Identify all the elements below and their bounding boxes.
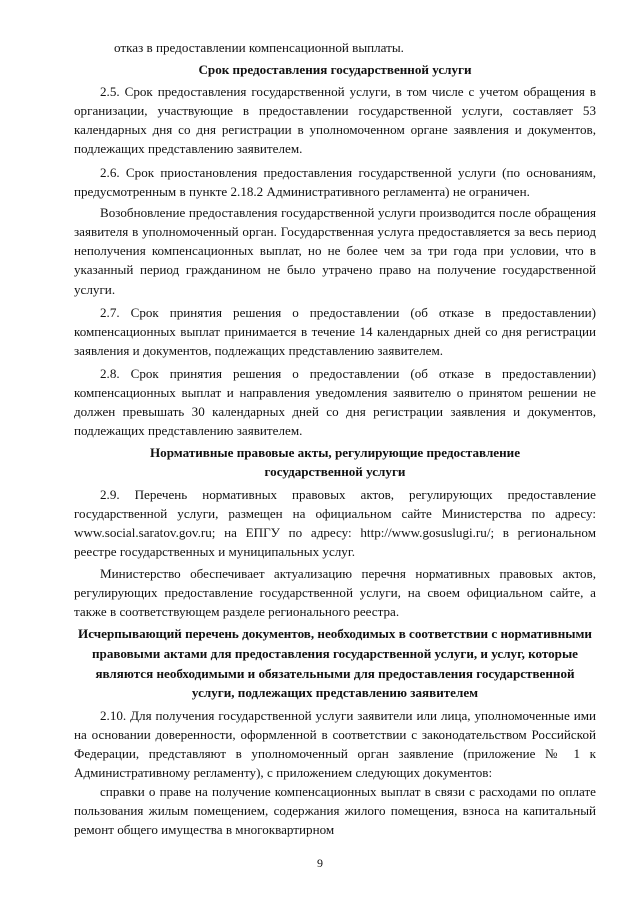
section-heading-acts: Нормативные правовые акты, регулирующие предоставление государственной услуги xyxy=(149,444,521,480)
paragraph-2-6-resume: Возобновление предоставления государственной услуги производится после обращения заявителя в уполномоченный орган. Государственная услуга предоставляется за весь период неполучения компенсационных выплат, но не более чем за три года при условии, что в указанный период гражданином не было утрачено право на получение государственной услуги. xyxy=(74,205,596,297)
paragraph-2-8: 2.8. Срок принятия решения о предоставлении (об отказе в предоставлении) компенсационных выплат и направления уведомления заявителю о принятом решении не должен превышать 30 календарных дней со дня регистрации заявления и документов, подлежащих представлению заявителем. xyxy=(74,365,596,438)
page-number: 9 xyxy=(317,856,323,870)
section-heading-documents: Исчерпывающий перечень документов, необходимых в соответствии с нормативными правовыми актами для предоставления государственной услуги, и услуг, которые являются необходимыми и обязательными для предоставления государственной услуги, подлежащих представлению заявителем xyxy=(78,626,592,701)
paragraph-2-10: 2.10. Для получения государственной услуги заявители или лица, уполномоченные ими на основании доверенности, оформленной в соответствии с законодательством Российской Федерации, представляют в уполномоченный орган заявление (приложение № 1 к Административному регламенту), с приложением следующих документов: xyxy=(74,707,596,780)
section-heading-term: Срок предоставления государственной услуги xyxy=(198,62,472,78)
paragraph-2-9: 2.9. Перечень нормативных правовых актов, регулирующих предоставление государственной услуги, размещен на официальном сайте Министерства по адресу: www.social.saratov.gov.ru; на ЕПГУ по адресу: http://www.gosuslugi.ru/; в региональном реестре государственных и муниципальных услуг. xyxy=(74,487,596,560)
paragraph-2-9-ministry: Министерство обеспечивает актуализацию перечня нормативных правовых актов, регулирующих предоставление государственной услуги, на своем официальном сайте, а также в соответствующем разделе регионального реестра. xyxy=(74,566,596,620)
opening-line: отказ в предоставлении компенсационной выплаты. xyxy=(114,40,404,55)
paragraph-2-5: 2.5. Срок предоставления государственной услуги, в том числе с учетом обращения в организации, участвующие в предоставлении государственной услуги, составляет 53 календарных дня со дня регистрации в уполномоченном органе заявления и документов, подлежащих представлению заявителем. xyxy=(74,84,596,157)
document-page xyxy=(74,38,596,839)
paragraph-certificates: справки о праве на получение компенсационных выплат в связи с расходами по оплате пользования жилым помещением, содержания жилого помещения, взноса на капитальный ремонт общего имущества в многоквартирном xyxy=(74,783,596,838)
paragraph-2-6: 2.6. Срок приостановления предоставления государственной услуги (по основаниям, предусмотренным в пункте 2.18.2 Административного регламента) не ограничен. xyxy=(74,165,596,200)
paragraph-2-7: 2.7. Срок принятия решения о предоставлении (об отказе в предоставлении) компенсационных выплат принимается в течение 14 календарных дней со дня регистрации заявления и документов, подлежащих представлению заявителем. xyxy=(74,304,596,358)
